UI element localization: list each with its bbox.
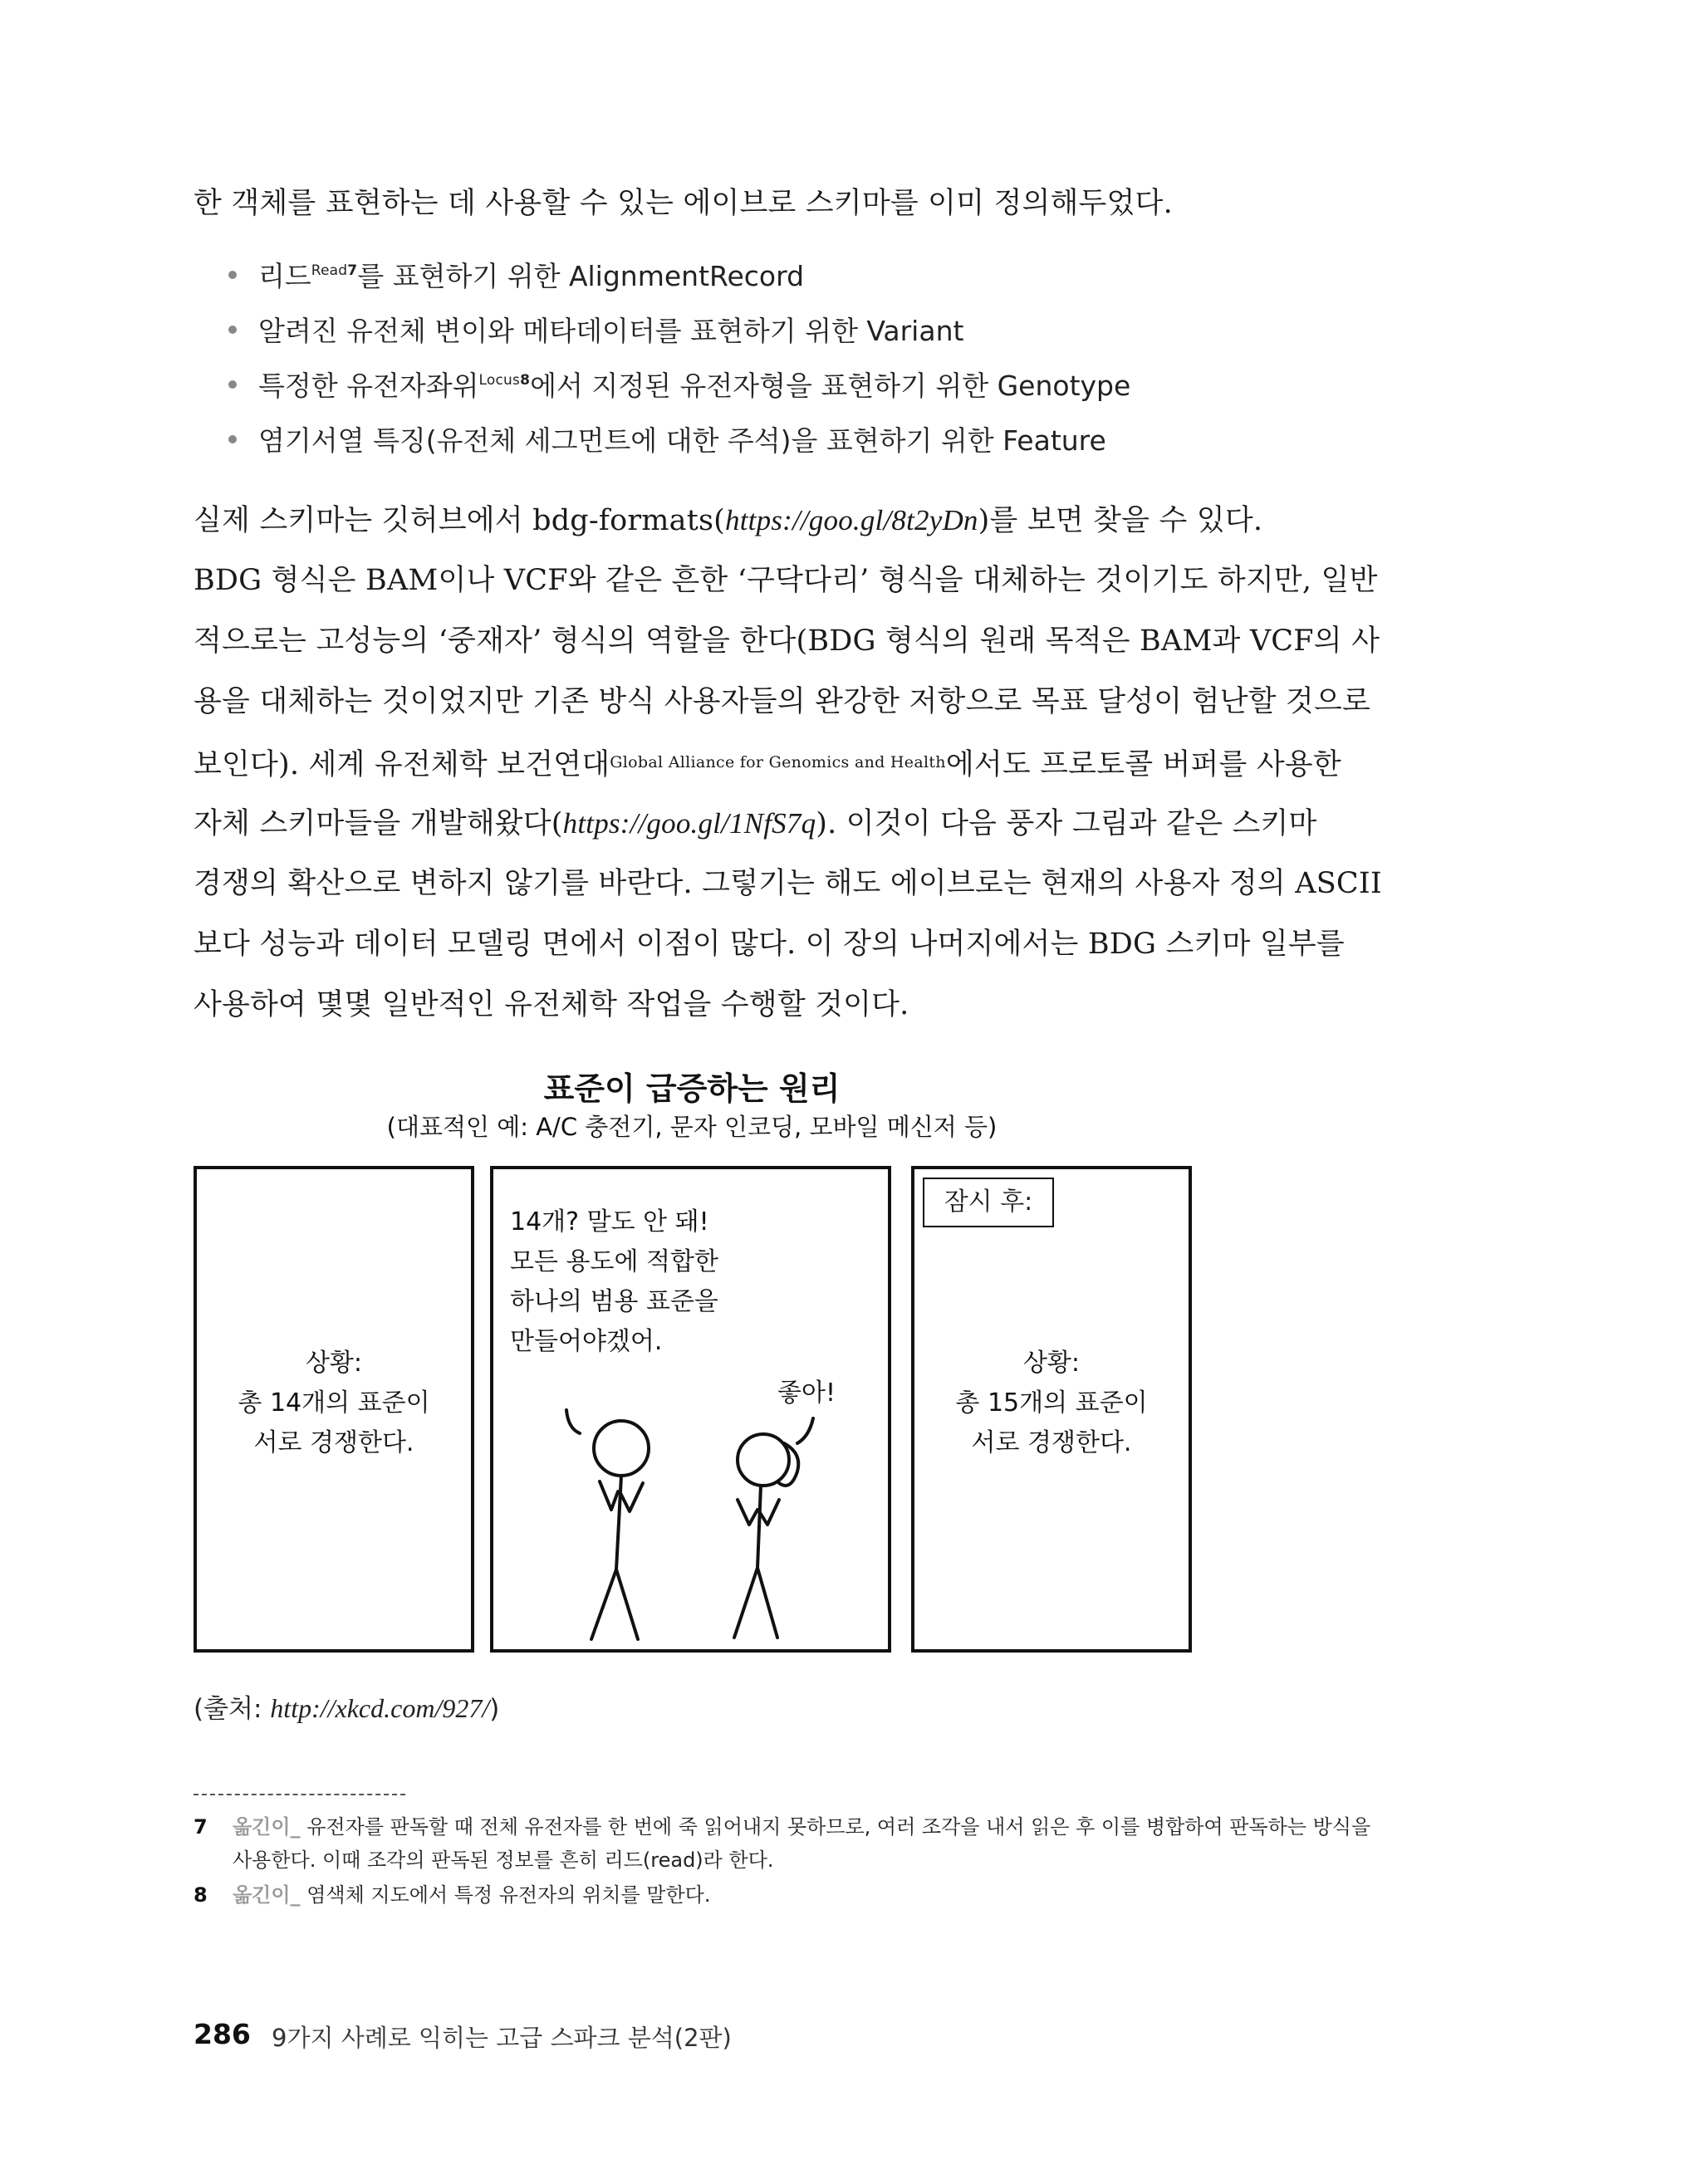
bullet-list [237,253,1400,473]
speech-tick-right [797,1418,813,1443]
bullet-text: 염기서열 특징(유전체 세그먼트에 대한 주석)을 표현하기 위한 Feature [258,424,1106,457]
translator-label: 옮긴이_ [233,1883,301,1907]
translator-label: 옮긴이_ [233,1815,301,1839]
bullet-term: Read [311,262,348,279]
comic-panel-2 [490,1166,891,1653]
comic-panel-3 [911,1166,1192,1653]
footnote-text: 염색체 지도에서 특정 유전자의 위치를 말한다. [306,1883,711,1907]
footnote-ref: 8 [520,372,531,389]
man-body [616,1476,621,1569]
panel-3-text: 상황: 총 15개의 표준이 서로 경쟁한다. [955,1349,1148,1457]
page-number: 286 [194,2018,251,2050]
man-head [594,1421,649,1476]
paragraph-line: 실제 스키마는 깃허브에서 bdg-formats(https://goo.gl/8t2yDn)를 보면 찾을 수 있다. [194,504,1263,537]
bullet-term: Locus [478,372,521,389]
speech-tick-left [566,1410,580,1433]
woman-head [738,1434,789,1486]
comic-subtitle: (대표적인 예: A/C 충전기, 문자 인코딩, 모바일 메신저 등) [386,1113,998,1141]
paragraph-line: 사용하여 몇몇 일반적인 유전체학 작업을 수행할 것이다. [194,988,909,1021]
body-paragraph [194,492,1382,1038]
woman-body [757,1486,761,1568]
list-item [237,418,1400,473]
footnote-ref: 7 [347,262,358,279]
paragraph-line: 용을 대체하는 것이었지만 기존 방식 사용자들의 완강한 저항으로 목표 달성이 험난할 것으로 [194,685,1370,718]
paragraph-line: 자체 스키마들을 개발해왔다(https://goo.gl/1NfS7q). 이것이 다음 풍자 그림과 같은 스키마 [194,807,1317,840]
comic-panel-1 [194,1166,474,1653]
paragraph-line: 보인다). 세계 유전체학 보건연대$^{Global Alliance for Genomics and Health}$에서도 프로토콜 버퍼를 사용한 [194,748,1341,781]
org-name-english: Global Alliance for Genomics and Health [610,753,946,771]
list-item [237,363,1400,418]
panel-1-text: 상황: 총 14개의 표준이 서로 경쟁한다. [238,1349,430,1457]
footnote-divider [194,1794,405,1795]
list-item [237,308,1400,363]
book-title: 9가지 사례로 익히는 고급 스파크 분석(2판) [272,2024,732,2052]
footnote-text: 유전자를 판독할 때 전체 유전자를 한 번에 죽 읽어내지 못하므로, 여러 조각을 내서 읽은 후 이를 병합하여 판독하는 방식을 사용한다. 이때 조각의 판독된 정보를 흔히 리드(read)라 한다. [233,1815,1371,1872]
bullet-dot [228,380,237,389]
bullet-text: 리드 [258,260,311,292]
paragraph-line: BDG 형식은 BAM이나 VCF와 같은 흔한 ‘구닥다리’ 형식을 대체하는 것이기도 하지만, 일반 [194,564,1378,597]
caption-box-later: 잠시 후: [923,1178,1054,1227]
woman-arm-left [738,1500,757,1525]
footnote-number: 8 [194,1883,208,1907]
bullet-text: 알려진 유전체 변이와 메타데이터를 표현하기 위한 Variant [258,315,964,347]
link-xkcd[interactable]: http://xkcd.com/927/ [270,1693,490,1723]
speech-bubble-left: 14개? 말도 안 돼! 모든 용도에 적합한 하나의 범용 표준을 만들어야겠어. [510,1207,718,1356]
bullet-text: 에서 지정된 유전자형을 표현하기 위한 Genotype [530,370,1131,402]
man-arm-right [620,1483,643,1511]
link-bdg-formats[interactable]: https://goo.gl/8t2yDn [725,504,978,536]
link-ga4gh-schemas[interactable]: https://goo.gl/1NfS7q [562,807,816,840]
bullet-text: 를 표현하기 위한 AlignmentRecord [357,260,805,292]
stick-figures-illustration [493,1169,888,1649]
list-item [237,253,1400,308]
bullet-dot [228,271,237,279]
comic-title: 표준이 급증하는 원리 [543,1070,841,1107]
footnote-number: 7 [194,1815,208,1839]
paragraph-line: 보다 성능과 데이터 모델링 면에서 이점이 많다. 이 장의 나머지에서는 BDG 스키마 일부를 [194,928,1345,961]
speech-bubble-right: 좋아! [777,1378,836,1408]
man-legs [591,1569,638,1639]
bullet-text: 특정한 유전자좌위 [258,370,479,402]
intro-line: 한 객체를 표현하는 데 사용할 수 있는 에이브로 스키마를 이미 정의해두었다. [194,187,1173,220]
paragraph-line: 경쟁의 확산으로 변하지 않기를 바란다. 그렇기는 해도 에이브로는 현재의 사용자 정의 ASCII [194,867,1382,900]
woman-arm-right [759,1500,779,1525]
bullet-dot [228,435,237,443]
man-arm-left [600,1481,618,1510]
figure-caption: (출처: http://xkcd.com/927/) [194,1693,500,1724]
paragraph-line: 적으로는 고성능의 ‘중재자’ 형식의 역할을 한다(BDG 형식의 원래 목적은 BAM과 VCF의 사 [194,624,1380,658]
bullet-dot [228,326,237,334]
woman-legs [734,1568,777,1638]
